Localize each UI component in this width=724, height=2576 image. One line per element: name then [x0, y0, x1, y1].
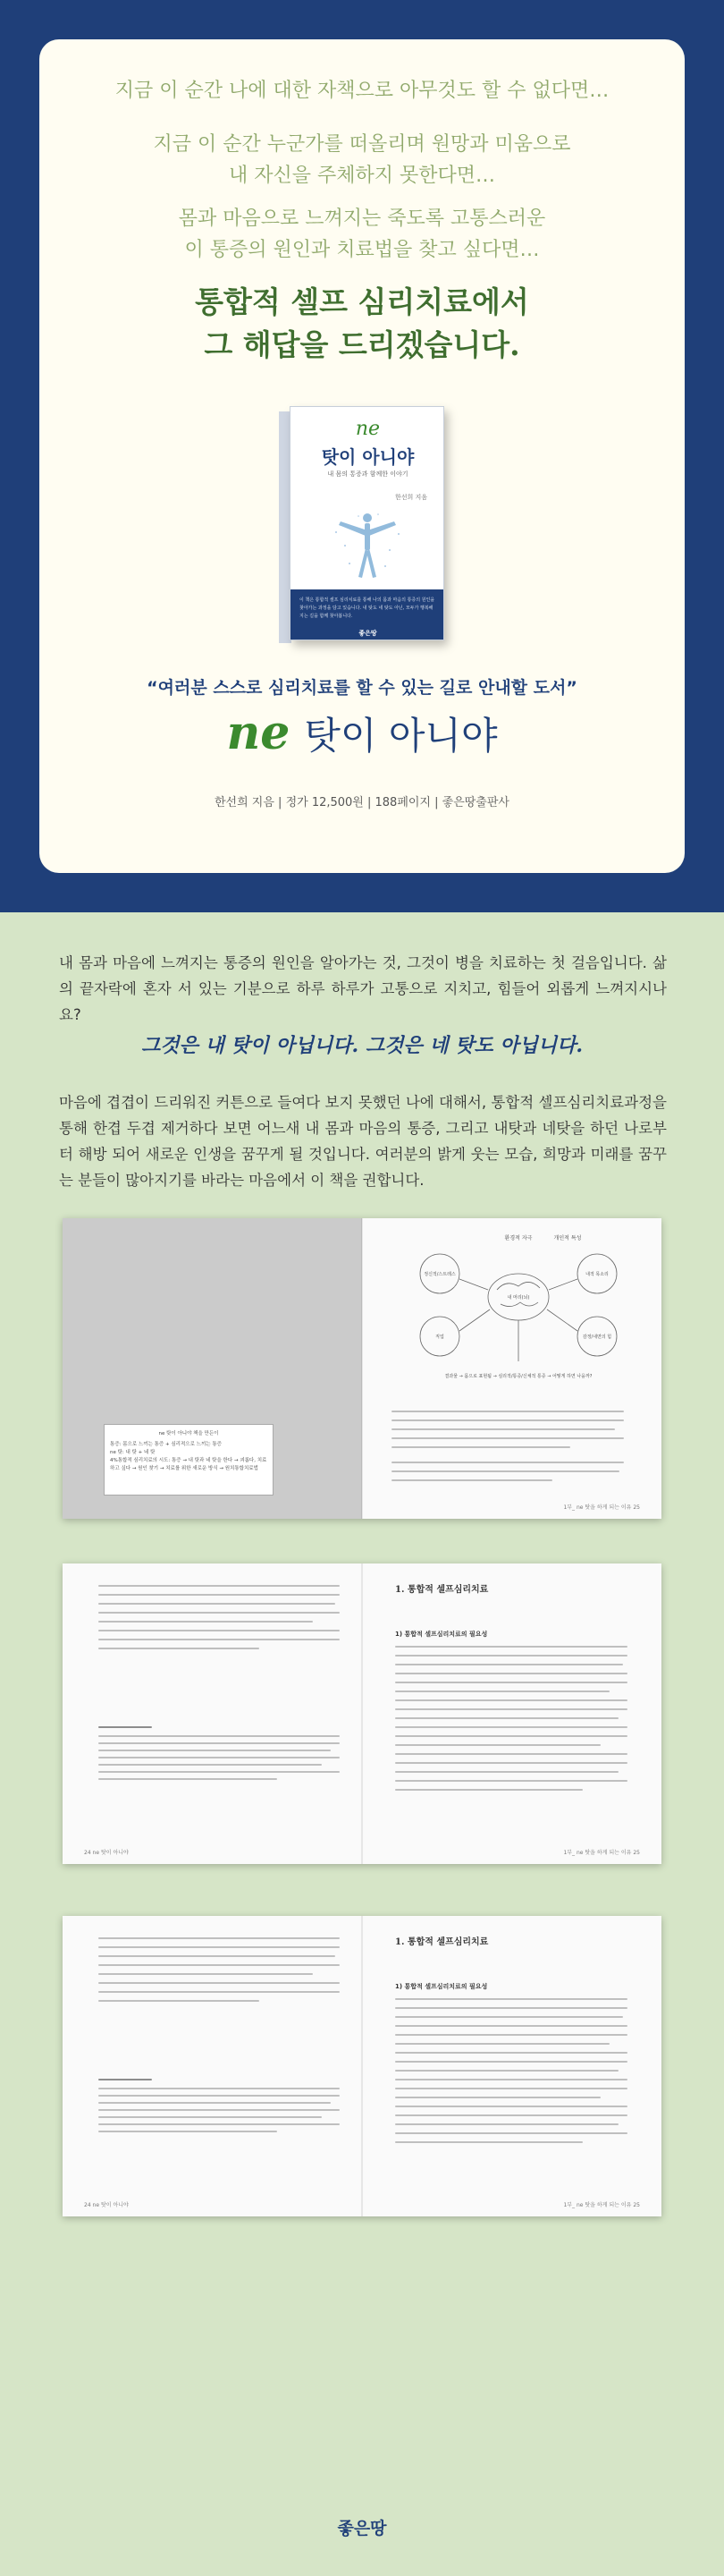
book-meta: 한선희 지음 | 정가 12,500원 | 188페이지 | 좋은땅출판사 — [215, 796, 509, 809]
headline: 통합적 셀프 심리치료에서 그 해답을 드리겠습니다. — [195, 284, 529, 362]
intro-line-2: 지금 이 순간 누군가를 떠올리며 원망과 미움으로 내 자신을 주체하지 못한다면… — [153, 133, 571, 187]
gutter — [361, 1563, 363, 1864]
section-title: 1. 통합적 셀프심리치료 — [395, 1585, 489, 1595]
book-cover-blurb: 이 책은 통합적 셀프 심리치료를 통해 나의 몸과 마음의 통증의 원인을 찾아가는 과정을 담고 있습니다. 내 탓도 네 탓도 아닌, 모두가 행복해지는 길을 함께 찾아봅니다. — [299, 597, 435, 619]
book-cover-band — [290, 589, 444, 640]
body-paragraph-2: 마음에 겹겹이 드리워진 커튼으로 들여다 보지 못했던 나에 대해서, 통합적 셀프심리치료과정을 통해 한겹 두겹 제거하다 보면 어느새 내 몸과 마음의 통증, 그리고 내탓과 네탓을 하던 나로부터 해방 되어 새로운 인생을 꿈꾸게 될 것입니다. 여러분의 밝게 웃는 모습, 희망과 미래를 꿈꾸는 분들이 많아지기를 바라는 마음에서 이 책을 권합니다. — [59, 1094, 667, 1189]
inset-line: 4%통합적 심리치료의 시도: 통증 → 내 탓과 네 탓을 한다 → 괴롭다, 치료하고 싶다 → 원인 찾기 → 치료를 위한 새로운 방식 → 원치통합치료법 — [110, 1458, 267, 1471]
intro-line-1: 지금 이 순간 나에 대한 자책으로 아무것도 할 수 없다면… — [114, 80, 610, 102]
diagram-label: 내적 목소리 — [585, 1272, 609, 1277]
top-banner — [0, 0, 724, 912]
diagram-label: 직업 — [435, 1335, 444, 1340]
diagram-center: 내 머리(뇌) — [507, 1295, 530, 1301]
book-cover-figure — [323, 505, 412, 586]
inset-line: ne 탓: 내 탓 + 네 탓 — [110, 1450, 156, 1455]
section-title: 1. 통합적 셀프심리치료 — [395, 1937, 489, 1947]
book-cover-image — [279, 406, 444, 643]
inset-note-box — [104, 1424, 274, 1496]
book-cover-subtitle: 내 몸의 통증과 함께한 이야기 — [327, 470, 408, 478]
diagram-label: 감정/내면의 힘 — [582, 1335, 612, 1340]
intro-card — [39, 39, 685, 873]
body-paragraph-1: 내 몸과 마음에 느껴지는 통증의 원인을 알아가는 것, 그것이 병을 치료하는 첫 걸음입니다. 삶의 끝자락에 혼자 서 있는 기분으로 하루 하루가 고통으로 지치고, 힘들어 외롭게 느껴지시나요? — [59, 954, 667, 1023]
book-cover-publisher: 좋은땅 — [358, 630, 377, 637]
inset-title: ne 탓이 아니야 책을 만든이 — [158, 1431, 219, 1436]
page-spread-1 — [63, 1218, 661, 1519]
inset-line: 통증: 몸으로 느끼는 통증 + 심리적으로 느끼는 통증 — [110, 1442, 222, 1447]
page-spread-3 — [63, 1916, 661, 2216]
folio-left: 24 ne 탓이 아니야 — [84, 1850, 129, 1856]
diagram-label: 환경적 자극 — [504, 1235, 533, 1241]
sub-title: 1) 통합적 셀프심리치료의 필요성 — [395, 1983, 488, 1990]
publisher-logo: 좋은땅 — [337, 2519, 387, 2538]
gutter — [361, 1218, 363, 1519]
diagram-label: 정신적/스트레스 — [424, 1272, 456, 1277]
diagram-bottom: 결과물 → 몸으로 표현됨 → 심리적/통증/신체적 통증 → 어떻게 하면 나을까? — [444, 1374, 593, 1379]
grey-left-page — [63, 1218, 362, 1519]
diagram-label: 개인적 특성 — [553, 1235, 582, 1241]
title-ne: ne — [226, 706, 290, 760]
intro-line-3: 몸과 마음으로 느껴지는 죽도록 고통스러운 이 통증의 원인과 치료법을 찾고 싶다면… — [178, 208, 546, 261]
book-cover-author: 한선희 지음 — [394, 494, 427, 501]
highlight-quote: 그것은 내 탓이 아닙니다. 그것은 네 탓도 아닙니다. — [141, 1034, 583, 1057]
sub-title: 1) 통합적 셀프심리치료의 필요성 — [395, 1631, 488, 1638]
book-title — [39, 706, 685, 760]
tagline: “여러분 스스로 심리치료를 할 수 있는 길로 안내할 도서” — [147, 678, 577, 698]
gutter — [361, 1916, 363, 2216]
book-cover-ne: ne — [355, 418, 381, 440]
title-main: 탓이 아니야 — [304, 714, 498, 758]
folio-right: 1부_ ne 탓을 하게 되는 이유 25 — [563, 1504, 640, 1511]
page-spread-2 — [63, 1563, 661, 1864]
folio-left: 24 ne 탓이 아니야 — [84, 2202, 129, 2208]
book-cover-title: 탓이 아니야 — [321, 446, 415, 468]
book-front — [290, 406, 444, 640]
folio-right: 1부_ ne 탓을 하게 되는 이유 25 — [563, 2202, 640, 2208]
folio-right: 1부_ ne 탓을 하게 되는 이유 25 — [563, 1850, 640, 1856]
brain-diagram — [384, 1227, 652, 1393]
